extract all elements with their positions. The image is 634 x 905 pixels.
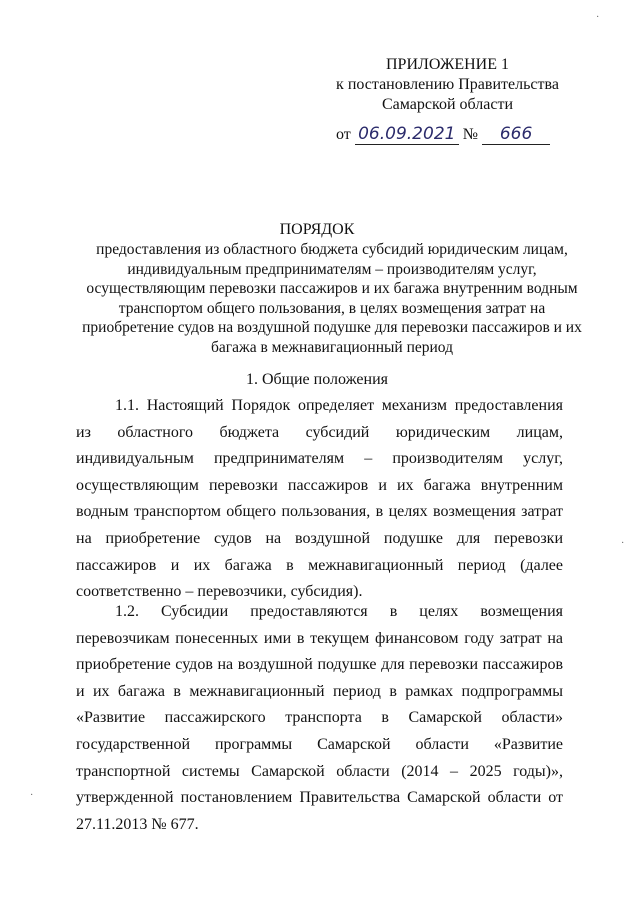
document-subtitle: предоставления из областного бюджета субсидий юридическим лицам, индивидуальным предпринимателям – производителям услуг, осуществляющим перевозки пассажиров и их багажа внутренним водным транспортом общего пользования, в целях возмещения затрат на приобретение судов на воздушной подушке для перевозки пассажиров и их багажа в межнавигационный период (82, 241, 582, 356)
paragraph-1-1: 1.1. Настоящий Порядок определяет механизм предоставления из областного бюджета субсидий юридическим лицам, индивидуальным предпринимателям – производителям услуг, осуществляющим перевозки пассажиров и их багажа внутренним водным транспортом общего пользования, в целях возмещения затрат на приобретение судов на воздушной подушке для перевозки пассажиров и их багажа в межнавигационный период (далее соответственно – перевозчики, субсидия). (76, 397, 563, 601)
appendix-title: ПРИЛОЖЕНИЕ 1 (385, 56, 509, 73)
section-heading: 1. Общие положения (245, 371, 389, 388)
document-title: ПОРЯДОК (279, 221, 355, 238)
paragraph-1-2: 1.2. Субсидии предоставляются в целях возмещения перевозчикам понесенных ими в текущем финансовом году затрат на приобретение судов на воздушной подушке для перевозки пассажиров и их багажа в межнавигационный период в рамках подпрограммы «Развитие пассажирского транспорта в Самарской области» государственной программы Самарской области «Развитие транспортной системы Самарской области (2014 – 2025 годы)», утвержденной постановлением Правительства Самарской области от 27.11.2013 № 677. (76, 603, 563, 833)
scan-speck: · (596, 12, 600, 23)
appendix-header (325, 55, 570, 115)
number-label: № (462, 126, 479, 143)
handwritten-date: 06.09.2021 (358, 124, 456, 144)
appendix-resolution: к постановлению Правительства (336, 76, 559, 93)
scan-speck: · (30, 790, 34, 801)
scan-speck: · (621, 538, 625, 549)
appendix-region: Самарской области (382, 96, 513, 113)
handwritten-number: 666 (499, 124, 533, 144)
resolution-date-number (336, 124, 550, 145)
date-prefix: от (336, 126, 351, 143)
